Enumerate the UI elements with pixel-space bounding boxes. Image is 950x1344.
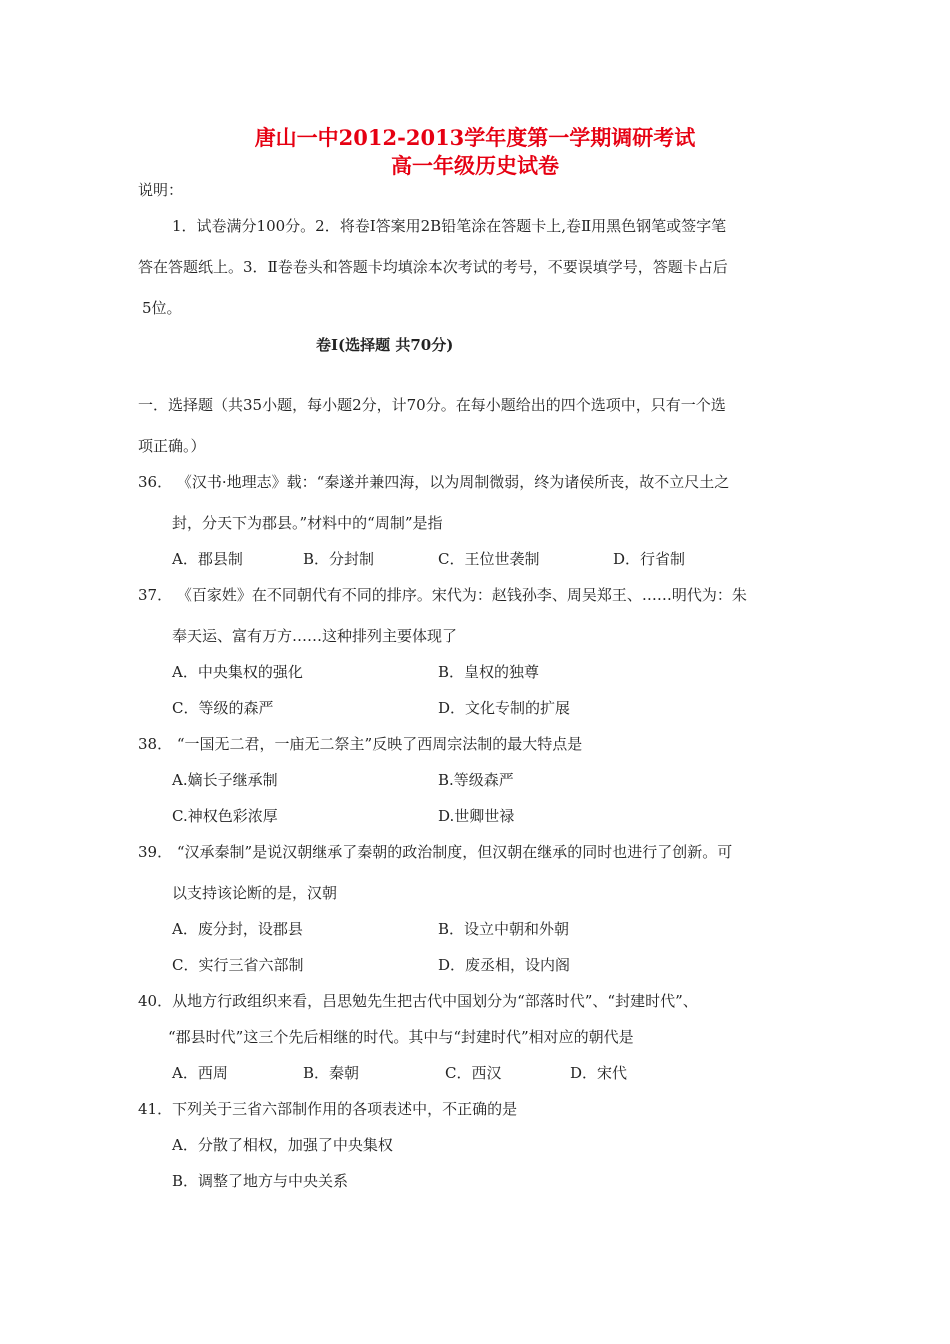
question-37-option-c: C．等级的森严 [172,699,274,717]
question-36-option-c: C．王位世袭制 [438,550,540,568]
question-40-option-b: B．秦朝 [303,1064,360,1082]
question-39-option-c: C．实行三省六部制 [172,956,304,974]
question-37-stem: 奉天运、富有万方……这种排列主要体现了 [172,627,458,645]
question-38-option-d: D.世卿世禄 [438,807,515,825]
question-39-option-b: B．设立中朝和外朝 [438,920,570,938]
question-39-stem: 以支持该论断的是，汉朝 [172,884,338,902]
section-intro: 一．选择题（共35小题，每小题2分，计70分。在每小题给出的四个选项中，只有一个选 [138,396,726,414]
section-intro: 项正确。） [138,437,206,455]
question-39-option-a: A．废分封，设郡县 [172,920,303,938]
question-40-stem: 40．从地方行政组织来看，吕思勉先生把古代中国划分为“部落时代”、“封建时代”、 [138,992,698,1010]
question-38-option-a: A.嫡长子继承制 [172,771,278,789]
question-39-stem: 39． “汉承秦制”是说汉朝继承了秦朝的政治制度，但汉朝在继承的同时也进行了创新。可 [138,843,733,861]
question-37-stem: 37． 《百家姓》在不同朝代有不同的排序。宋代为：赵钱孙李、周吴郑王、……明代为：朱 [138,586,747,604]
question-41-option-b: B．调整了地方与中央关系 [172,1172,349,1190]
question-38-stem: 38． “一国无二君，一庙无二祭主”反映了西周宗法制的最大特点是 [138,735,583,753]
instructions-line: 5位。 [142,299,182,317]
question-36-option-b: B．分封制 [303,550,375,568]
question-40-option-c: C．西汉 [445,1064,502,1082]
section-title: 卷Ⅰ(选择题 共70分) [316,336,454,354]
question-40-stem: “郡县时代”这三个先后相继的时代。其中与“封建时代”相对应的朝代是 [168,1028,634,1046]
question-37-option-d: D．文化专制的扩展 [438,699,571,717]
instructions-label: 说明： [138,181,184,199]
exam-subtitle: 高一年级历史试卷 [391,153,559,178]
question-38-option-b: B.等级森严 [438,771,514,789]
question-41-stem: 41．下列关于三省六部制作用的各项表述中，不正确的是 [138,1100,518,1118]
instructions-line: 答在答题纸上。3．Ⅱ卷卷头和答题卡均填涂本次考试的考号，不要误填学号，答题卡占后 [138,258,728,276]
exam-title: 唐山一中2012-2013学年度第一学期调研考试 [254,125,696,150]
question-37-option-b: B．皇权的独尊 [438,663,540,681]
question-40-option-d: D．宋代 [570,1064,628,1082]
question-36-stem: 36． 《汉书·地理志》载：“秦遂并兼四海，以为周制微弱，终为诸侯所丧，故不立尺土之 [138,473,730,491]
question-38-option-c: C.神权色彩浓厚 [172,807,278,825]
question-41-option-a: A．分散了相权，加强了中央集权 [172,1136,393,1154]
question-37-option-a: A．中央集权的强化 [172,663,303,681]
question-36-stem: 封，分天下为郡县。”材料中的“周制”是指 [172,514,443,532]
instructions-line: 1．试卷满分100分。2．将卷Ⅰ答案用2B铅笔涂在答题卡上,卷Ⅱ用黑色钢笔或签字笔 [172,217,727,235]
question-36-option-d: D．行省制 [613,550,686,568]
question-39-option-d: D．废丞相，设内阁 [438,956,571,974]
question-36-option-a: A．郡县制 [172,550,243,568]
question-40-option-a: A．西周 [172,1064,228,1082]
